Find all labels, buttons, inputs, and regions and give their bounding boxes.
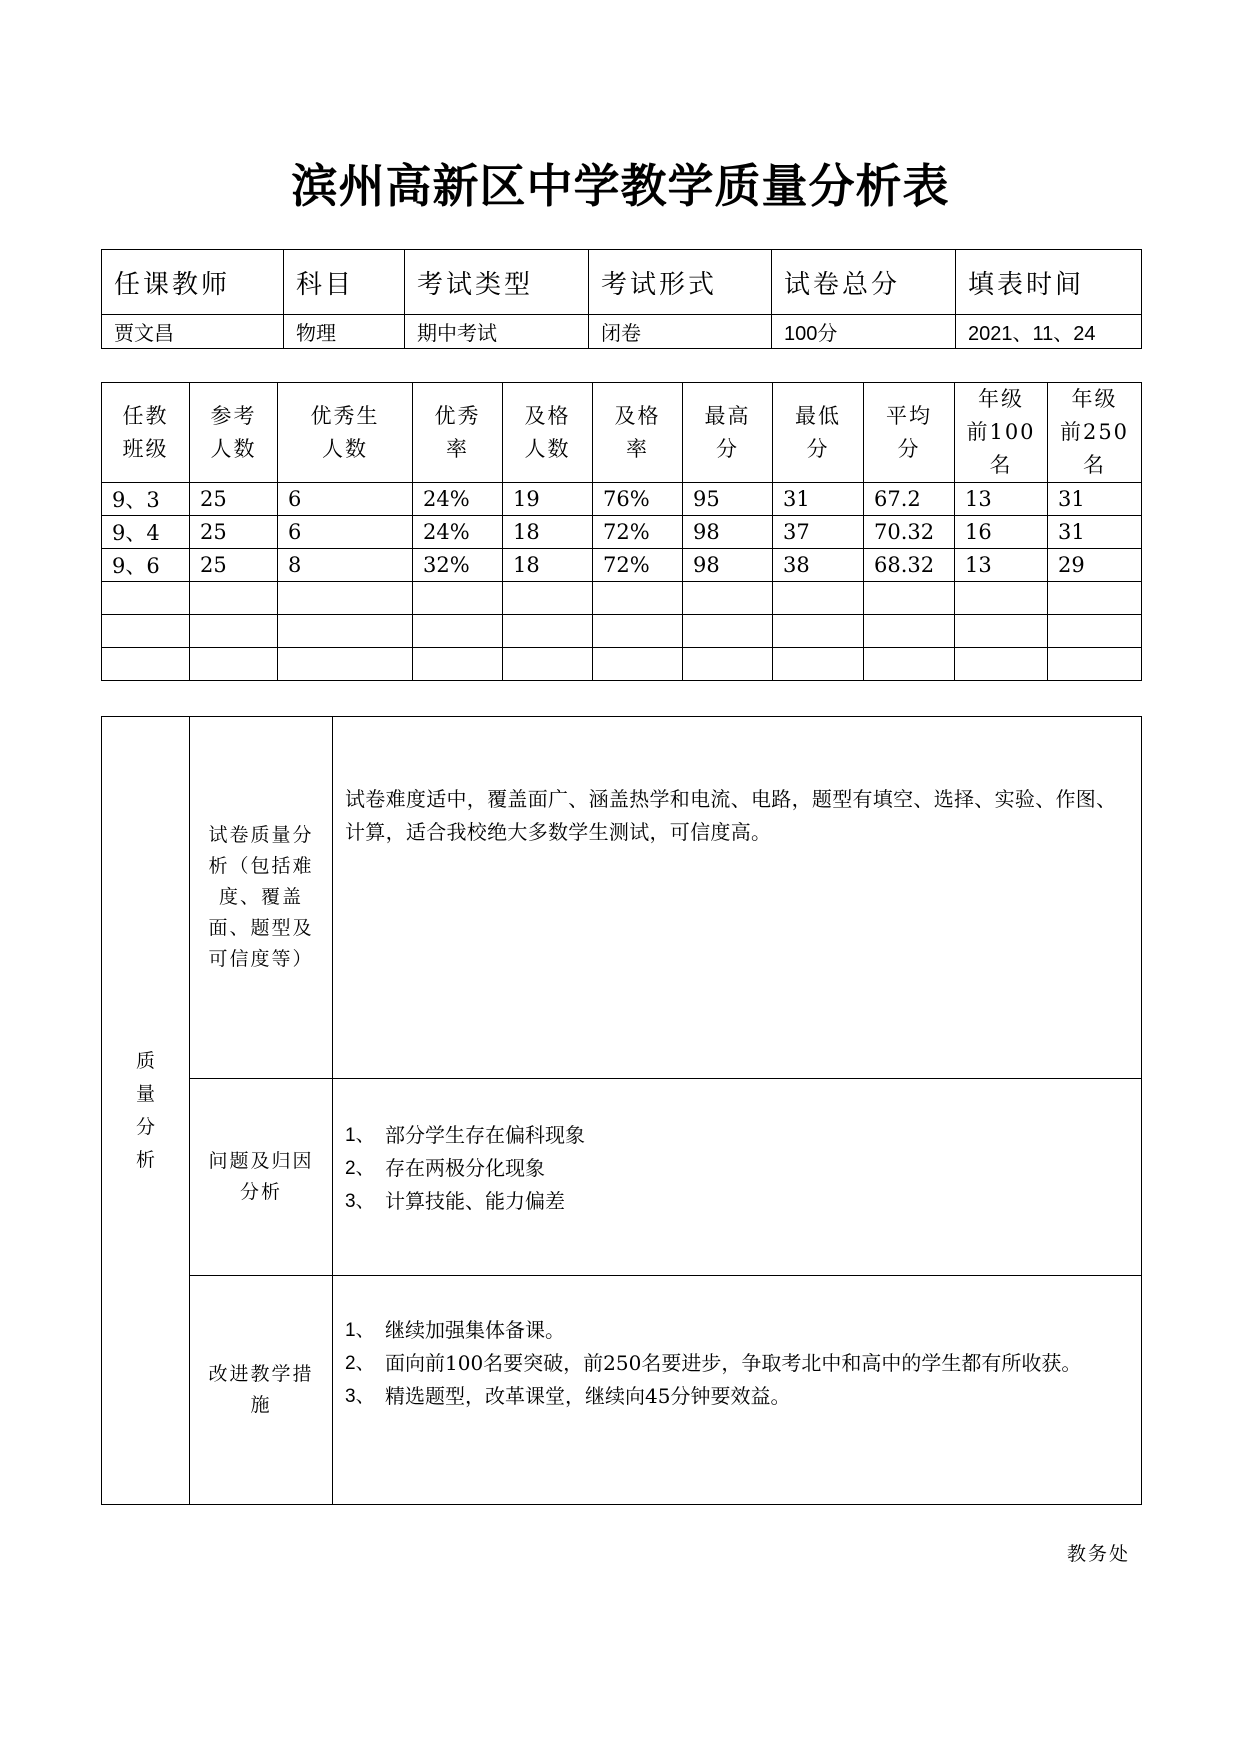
page-title: 滨州高新区中学教学质量分析表 — [291, 159, 950, 213]
stats-header-min-score: 最低 分 — [773, 383, 864, 483]
cell-top100: 16 — [955, 516, 1048, 549]
list-item-text: 部分学生存在偏科现象 — [385, 1123, 585, 1147]
improvements-list — [345, 1314, 1133, 1413]
table-row — [102, 483, 1142, 516]
info-fill-date-value: 2021、11、24 — [956, 315, 1142, 349]
empty-row — [102, 582, 1142, 615]
list-item-text: 存在两极分化现象 — [385, 1156, 545, 1180]
stats-header-excellent-count: 优秀生 人数 — [278, 383, 413, 483]
cell-top250: 31 — [1048, 516, 1142, 549]
info-header-fill-date: 填表时间 — [956, 250, 1142, 315]
cell-excellent-rate: 24% — [413, 516, 503, 549]
paper-quality-content — [333, 717, 1142, 1079]
cell-top100: 13 — [955, 549, 1048, 582]
cell-excellent-count: 8 — [278, 549, 413, 582]
paper-quality-label: 试卷质量分析（包括难度、覆盖面、题型及可信度等） — [190, 717, 333, 1079]
list-item-number: 1、 — [345, 1125, 375, 1146]
stats-header-participants: 参考 人数 — [190, 383, 278, 483]
list-item — [345, 1185, 1133, 1218]
cell-min-score: 38 — [773, 549, 864, 582]
info-header-teacher: 任课教师 — [102, 250, 284, 315]
improvements-content — [333, 1276, 1142, 1505]
cell-pass-count: 18 — [503, 516, 593, 549]
paper-quality-row — [102, 717, 1142, 1079]
cell-min-score: 31 — [773, 483, 864, 516]
stats-header-class: 任教 班级 — [102, 383, 190, 483]
cell-pass-rate: 72% — [593, 516, 683, 549]
cell-average: 67.2 — [864, 483, 955, 516]
info-exam-form-value: 闭卷 — [589, 315, 772, 349]
cell-top100: 13 — [955, 483, 1048, 516]
info-header-exam-form: 考试形式 — [589, 250, 772, 315]
stats-header-average: 平均 分 — [864, 383, 955, 483]
stats-header-excellent-rate: 优秀 率 — [413, 383, 503, 483]
stats-header-pass-count: 及格 人数 — [503, 383, 593, 483]
info-header-exam-type: 考试类型 — [405, 250, 589, 315]
info-header-subject: 科目 — [284, 250, 405, 315]
paper-quality-text: 试卷难度适中，覆盖面广、涵盖热学和电流、电路，题型有填空、选择、实验、作图、计算，适合我校绝大多数学生测试，可信度高。 — [345, 787, 1117, 844]
info-value-row — [102, 315, 1142, 349]
cell-participants: 25 — [190, 516, 278, 549]
cell-pass-rate: 76% — [593, 483, 683, 516]
info-exam-type-value: 期中考试 — [405, 315, 589, 349]
stats-header-max-score: 最高 分 — [683, 383, 773, 483]
cell-participants: 25 — [190, 483, 278, 516]
cell-pass-count: 19 — [503, 483, 593, 516]
list-item — [345, 1380, 1133, 1413]
list-item-number: 3、 — [345, 1191, 375, 1212]
footer-department: 教务处 — [1067, 1543, 1131, 1565]
list-item — [345, 1152, 1133, 1185]
table-row — [102, 516, 1142, 549]
cell-class: 9、4 — [102, 516, 190, 549]
improvements-row — [102, 1276, 1142, 1505]
cell-average: 68.32 — [864, 549, 955, 582]
cell-max-score: 98 — [683, 516, 773, 549]
list-item-number: 3、 — [345, 1386, 375, 1407]
list-item-number: 1、 — [345, 1320, 375, 1341]
list-item-number: 2、 — [345, 1353, 375, 1374]
stats-table — [101, 382, 1142, 681]
empty-row — [102, 615, 1142, 648]
cell-excellent-count: 6 — [278, 483, 413, 516]
list-item-text: 计算技能、能力偏差 — [385, 1189, 565, 1213]
list-item-text: 继续加强集体备课。 — [385, 1318, 565, 1342]
cell-excellent-rate: 32% — [413, 549, 503, 582]
list-item — [345, 1347, 1133, 1380]
info-total-score-value: 100分 — [772, 315, 956, 349]
info-teacher-value: 贾文昌 — [102, 315, 284, 349]
info-header-total-score: 试卷总分 — [772, 250, 956, 315]
list-item — [345, 1119, 1133, 1152]
cell-pass-count: 18 — [503, 549, 593, 582]
analysis-table — [101, 716, 1142, 1505]
cell-top250: 31 — [1048, 483, 1142, 516]
info-table — [101, 249, 1142, 349]
info-header-row — [102, 250, 1142, 315]
cell-excellent-count: 6 — [278, 516, 413, 549]
problems-list — [345, 1119, 1133, 1218]
cell-class: 9、6 — [102, 549, 190, 582]
cell-max-score: 98 — [683, 549, 773, 582]
improvements-label: 改进教学措施 — [190, 1276, 333, 1505]
cell-max-score: 95 — [683, 483, 773, 516]
cell-top250: 29 — [1048, 549, 1142, 582]
quality-analysis-label: 质 量 分 析 — [102, 717, 190, 1505]
problems-row — [102, 1079, 1142, 1276]
info-subject-value: 物理 — [284, 315, 405, 349]
cell-pass-rate: 72% — [593, 549, 683, 582]
cell-min-score: 37 — [773, 516, 864, 549]
problems-content — [333, 1079, 1142, 1276]
cell-excellent-rate: 24% — [413, 483, 503, 516]
problems-label: 问题及归因分析 — [190, 1079, 333, 1276]
cell-class: 9、3 — [102, 483, 190, 516]
list-item-number: 2、 — [345, 1158, 375, 1179]
stats-header-pass-rate: 及格 率 — [593, 383, 683, 483]
table-row — [102, 549, 1142, 582]
stats-header-top100: 年级 前100 名 — [955, 383, 1048, 483]
cell-participants: 25 — [190, 549, 278, 582]
list-item-text: 面向前100名要突破，前250名要进步，争取考北中和高中的学生都有所收获。 — [385, 1351, 1082, 1375]
empty-row — [102, 648, 1142, 681]
stats-header-top250: 年级 前250 名 — [1048, 383, 1142, 483]
stats-header-row — [102, 383, 1142, 483]
list-item — [345, 1314, 1133, 1347]
cell-average: 70.32 — [864, 516, 955, 549]
list-item-text: 精选题型，改革课堂，继续向45分钟要效益。 — [385, 1384, 791, 1408]
